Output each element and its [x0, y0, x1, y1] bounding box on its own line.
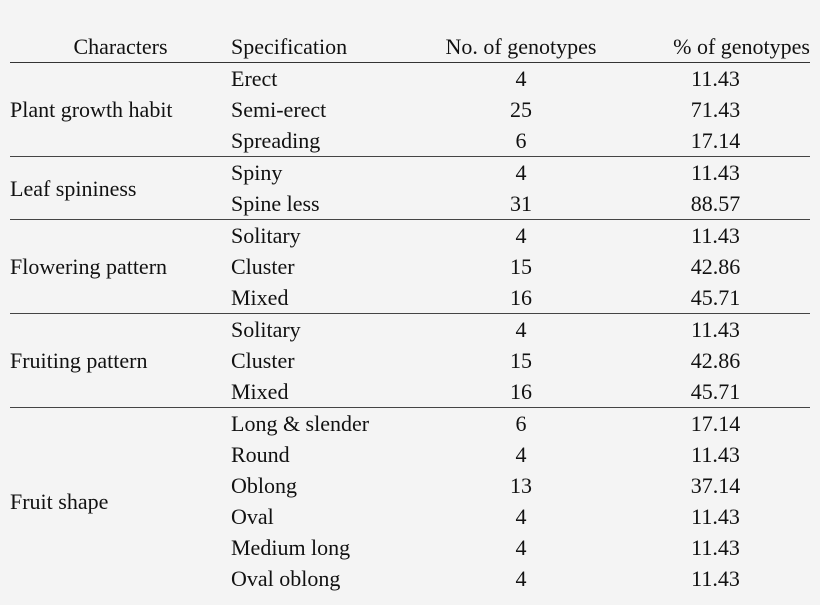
specification-cell: Erect [231, 66, 278, 91]
table-row [10, 63, 810, 95]
header-pct-genotypes: % of genotypes [673, 34, 810, 59]
percent-cell: 42.86 [690, 348, 741, 373]
specification-cell: Solitary [231, 223, 301, 248]
specification-cell: Solitary [231, 317, 301, 342]
count-cell: 4 [515, 566, 527, 591]
specification-cell: Cluster [231, 254, 295, 279]
percent-cell: 11.43 [691, 223, 740, 248]
count-cell: 6 [515, 128, 527, 153]
specification-cell: Oval oblong [231, 566, 341, 591]
specification-cell: Medium long [231, 535, 351, 560]
count-cell: 4 [515, 223, 527, 248]
percent-cell: 11.43 [691, 66, 740, 91]
character-cell: Flowering pattern [10, 254, 168, 279]
table-row [10, 408, 810, 440]
count-cell: 16 [510, 379, 532, 404]
specification-cell: Oval [231, 504, 274, 529]
count-cell: 4 [515, 317, 527, 342]
count-cell: 4 [515, 442, 527, 467]
table-row [10, 220, 810, 252]
percent-cell: 45.71 [690, 379, 741, 404]
table-row [10, 157, 810, 189]
table-row [10, 314, 810, 346]
header-characters: Characters [73, 34, 168, 59]
character-cell: Fruiting pattern [10, 348, 148, 373]
percent-cell: 37.14 [690, 473, 741, 498]
count-cell: 4 [515, 160, 527, 185]
specification-cell: Spiny [231, 160, 283, 185]
character-cell: Plant growth habit [10, 97, 173, 122]
percent-cell: 11.43 [691, 442, 740, 467]
percent-cell: 17.14 [690, 411, 741, 436]
specification-cell: Spine less [231, 191, 320, 216]
specification-cell: Long & slender [231, 411, 370, 436]
header-no-genotypes: No. of genotypes [445, 34, 597, 59]
count-cell: 4 [515, 66, 527, 91]
count-cell: 25 [510, 97, 532, 122]
specification-cell: Spreading [231, 128, 321, 153]
count-cell: 13 [510, 473, 532, 498]
percent-cell: 11.43 [691, 566, 740, 591]
percent-cell: 45.71 [690, 285, 741, 310]
character-cell: Leaf spininess [10, 175, 137, 201]
count-cell: 31 [510, 191, 532, 216]
count-cell: 6 [515, 411, 527, 436]
percent-cell: 42.86 [690, 254, 741, 279]
specification-cell: Semi-erect [231, 97, 327, 122]
count-cell: 15 [510, 254, 532, 279]
percent-cell: 17.14 [690, 128, 741, 153]
count-cell: 16 [510, 285, 532, 310]
percent-cell: 88.57 [690, 191, 741, 216]
percent-cell: 11.43 [691, 504, 740, 529]
percent-cell: 11.43 [691, 535, 740, 560]
genotype-table [10, 34, 810, 594]
specification-cell: Cluster [231, 348, 295, 373]
header-row [10, 34, 810, 63]
count-cell: 4 [515, 504, 527, 529]
count-cell: 4 [515, 535, 527, 560]
percent-cell: 11.43 [691, 160, 740, 185]
specification-cell: Round [231, 442, 290, 467]
percent-cell: 71.43 [690, 97, 741, 122]
specification-cell: Mixed [231, 379, 289, 404]
count-cell: 15 [510, 348, 532, 373]
header-specification: Specification [231, 34, 348, 59]
specification-cell: Mixed [231, 285, 289, 310]
specification-cell: Oblong [231, 473, 297, 498]
percent-cell: 11.43 [691, 317, 740, 342]
character-cell: Fruit shape [10, 488, 109, 514]
